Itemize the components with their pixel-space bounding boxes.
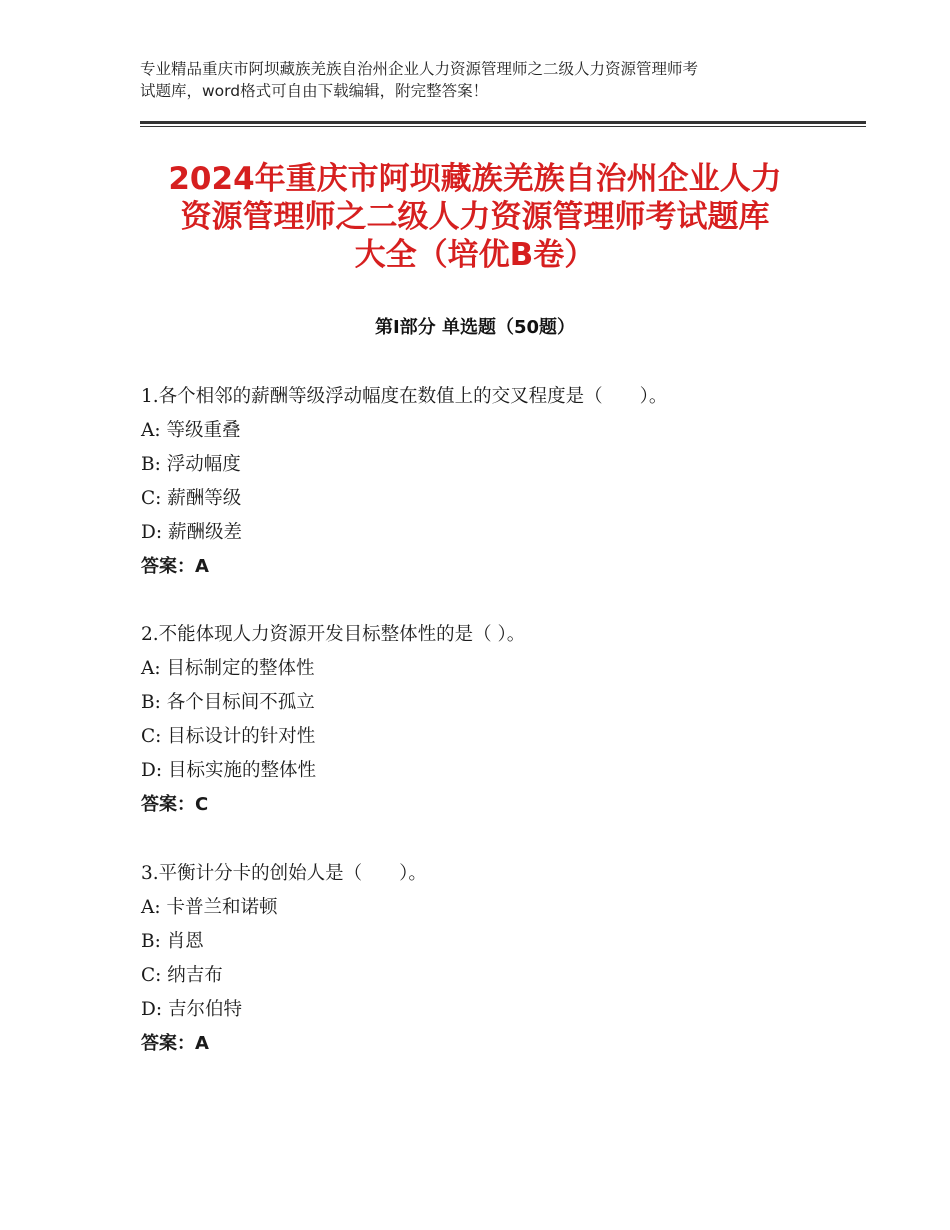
option-c: C: 目标设计的针对性 bbox=[141, 726, 316, 747]
question-stem: 1.各个相邻的薪酬等级浮动幅度在数值上的交叉程度是（ ）。 bbox=[141, 386, 668, 407]
question-stem: 3.平衡计分卡的创始人是（ ）。 bbox=[141, 863, 427, 884]
answer-label: 答案： bbox=[141, 794, 195, 815]
option-b: B: 肖恩 bbox=[141, 931, 204, 952]
option-c: C: 纳吉布 bbox=[141, 965, 223, 986]
option-a: A: 等级重叠 bbox=[141, 420, 241, 441]
document-title-line-3: 大全（培优B卷） bbox=[354, 237, 596, 273]
option-d: D: 目标实施的整体性 bbox=[141, 760, 316, 781]
section-title: 第Ⅰ部分 单选题（50题） bbox=[374, 317, 575, 338]
document-title bbox=[140, 160, 810, 274]
answer-value: C bbox=[195, 794, 209, 815]
answer-label: 答案： bbox=[141, 556, 195, 577]
question-stem: 2.不能体现人力资源开发目标整体性的是（ ）。 bbox=[141, 624, 526, 645]
answer-label: 答案： bbox=[141, 1033, 195, 1054]
answer-line bbox=[141, 550, 841, 584]
answer-value: A bbox=[195, 556, 209, 577]
option-c: C: 薪酬等级 bbox=[141, 488, 242, 509]
document-title-line-2: 资源管理师之二级人力资源管理师考试题库 bbox=[180, 199, 770, 235]
question-3 bbox=[141, 857, 841, 1061]
answer-line bbox=[141, 788, 841, 822]
option-a: A: 目标制定的整体性 bbox=[141, 658, 315, 679]
answer-value: A bbox=[195, 1033, 209, 1054]
question-2 bbox=[141, 618, 841, 822]
header-note bbox=[140, 58, 820, 102]
option-a: A: 卡普兰和诺顿 bbox=[141, 897, 278, 918]
header-note-line-1: 专业精品重庆市阿坝藏族羌族自治州企业人力资源管理师之二级人力资源管理师考 bbox=[140, 60, 699, 78]
header-rule-thin bbox=[140, 126, 866, 127]
question-1 bbox=[141, 380, 841, 584]
option-d: D: 薪酬级差 bbox=[141, 522, 242, 543]
option-d: D: 吉尔伯特 bbox=[141, 999, 242, 1020]
header-note-line-2: 试题库，word格式可自由下载编辑，附完整答案！ bbox=[140, 82, 489, 100]
option-b: B: 浮动幅度 bbox=[141, 454, 241, 475]
document-title-line-1: 2024年重庆市阿坝藏族羌族自治州企业人力 bbox=[168, 161, 782, 197]
header-rule-thick bbox=[140, 121, 866, 124]
answer-line bbox=[141, 1027, 841, 1061]
option-b: B: 各个目标间不孤立 bbox=[141, 692, 315, 713]
